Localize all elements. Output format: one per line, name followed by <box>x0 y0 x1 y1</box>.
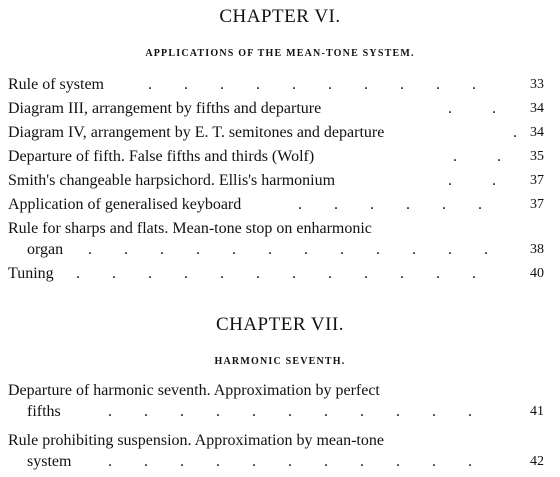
page-number: 34 <box>530 125 544 140</box>
page-number: 37 <box>530 197 544 212</box>
chapter-7-title: CHAPTER VII. <box>215 314 345 335</box>
page-number: 40 <box>530 266 544 281</box>
page-number: 41 <box>530 404 544 419</box>
entry-text: Application of generalised keyboard <box>8 196 242 213</box>
toc-entry-rule-of-system <box>8 74 544 95</box>
toc-entry-harpsichord-harmonium <box>8 170 544 191</box>
entry-text: Rule for sharps and flats. Mean-tone stop on enharmonic <box>8 220 372 237</box>
leader-dots: . . . . . . . . . . . <box>108 403 472 420</box>
page-number: 42 <box>530 454 544 469</box>
page-number: 34 <box>530 101 544 116</box>
entry-text-continued: fifths <box>27 403 61 420</box>
chapter-7-subtitle: HARMONIC SEVENTH. <box>214 356 346 367</box>
chapter-6-subtitle: APPLICATIONS OF THE MEAN-TONE SYSTEM. <box>145 48 415 59</box>
toc-entry-diagram-iv <box>8 122 544 143</box>
entry-text: Rule prohibiting suspension. Approximation by mean-tone <box>8 432 384 449</box>
entry-text-continued: system <box>27 453 72 470</box>
leader-dots: . . . . . . . . . . . . <box>88 241 488 258</box>
entry-text: Departure of fifth. False fifths and thirds (Wolf) <box>8 148 315 165</box>
page-number: 33 <box>530 77 544 92</box>
page-number: 35 <box>530 149 544 164</box>
page-number: 38 <box>530 242 544 257</box>
entry-text: Smith's changeable harpsichord. Ellis's harmonium <box>8 172 336 189</box>
entry-text: Tuning <box>8 265 54 282</box>
leader-dots: . . <box>448 100 496 117</box>
leader-dots: . . . . . . . . . . . . <box>76 265 476 282</box>
toc-entry-sharps-and-flats <box>8 218 544 260</box>
leader-dots: . . . . . . . . . . <box>148 76 476 93</box>
page-number: 37 <box>530 173 544 188</box>
toc-entry-generalised-keyboard <box>8 194 544 215</box>
toc-entry-suspension <box>8 430 544 472</box>
toc-entry-departure-of-fifth <box>8 146 544 167</box>
toc-entry-tuning <box>8 263 544 284</box>
leader-dots: . . <box>453 148 501 165</box>
chapter-6-title: CHAPTER VI. <box>219 6 341 27</box>
leader-dots: . <box>513 124 517 141</box>
entry-text: Rule of system <box>8 76 104 93</box>
leader-dots: . . . . . . . . . . . <box>108 453 472 470</box>
entry-text: Diagram IV, arrangement by E. T. semitones and departure <box>8 124 385 141</box>
entry-text: Departure of harmonic seventh. Approximation by perfect <box>8 382 380 399</box>
leader-dots: . . <box>448 172 496 189</box>
toc-entry-harmonic-seventh <box>8 380 544 422</box>
leader-dots: . . . . . . <box>298 196 482 213</box>
entry-text: Diagram III, arrangement by fifths and departure <box>8 100 322 117</box>
entry-text-continued: organ <box>27 241 64 258</box>
toc-entry-diagram-iii <box>8 98 544 119</box>
